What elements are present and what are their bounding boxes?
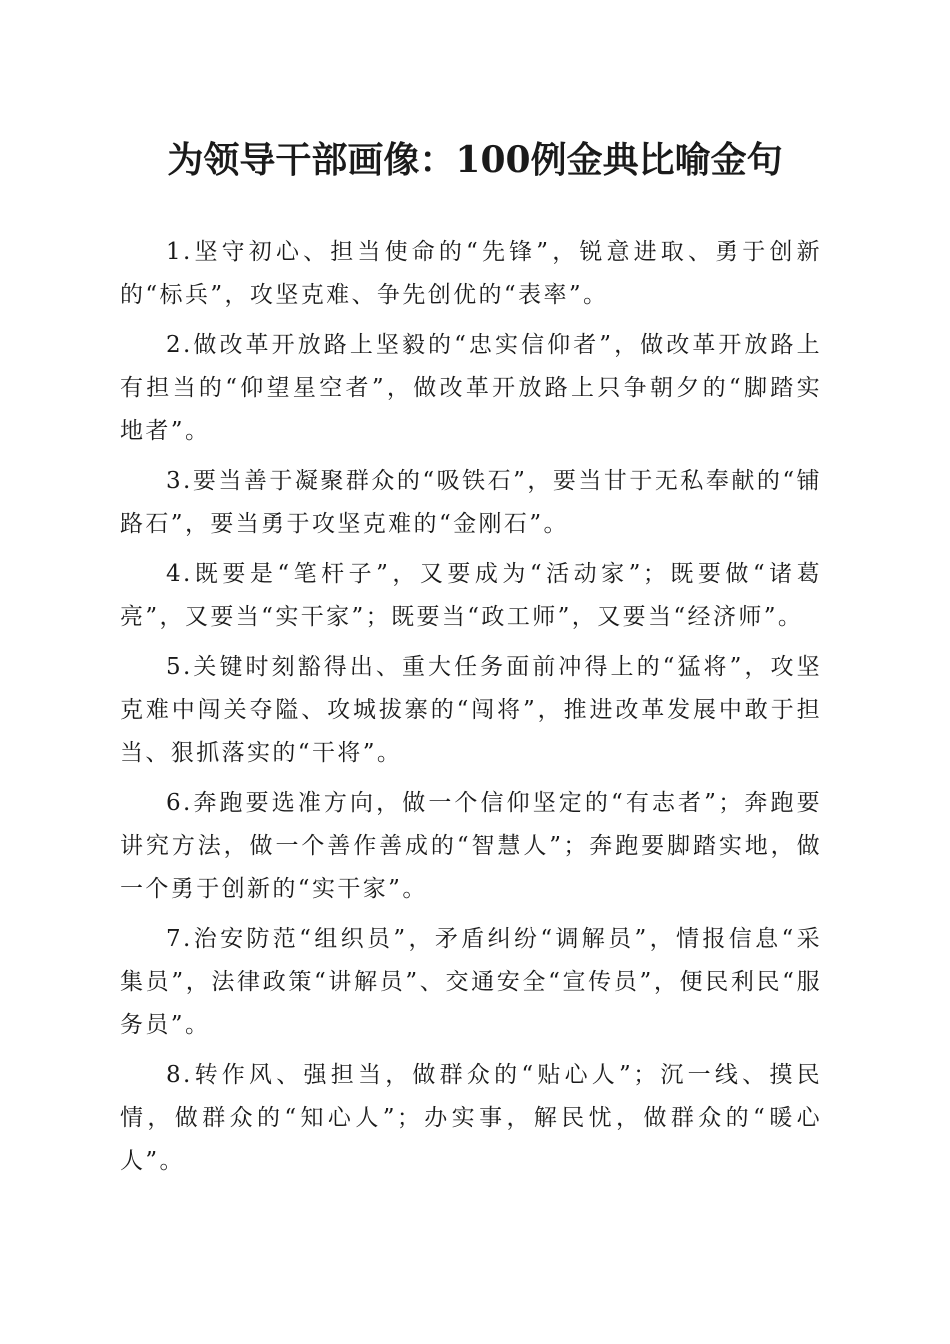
paragraph-1: 1.坚守初心、担当使命的“先锋”，锐意进取、勇于创新的“标兵”，攻坚克难、争先创优的“表率”。	[120, 239, 822, 308]
paragraph-8: 8.转作风、强担当，做群众的“贴心人”；沉一线、摸民情，做群众的“知心人”；办实事，解民忧，做群众的“暖心人”。	[120, 1062, 822, 1174]
paragraph-5: 5.关键时刻豁得出、重大任务面前冲得上的“猛将”，攻坚克难中闯关夺隘、攻城拔寨的“闯将”，推进改革发展中敢于担当、狠抓落实的“干将”。	[120, 654, 822, 766]
paragraph-7: 7.治安防范“组织员”，矛盾纠纷“调解员”，情报信息“采集员”，法律政策“讲解员”、交通安全“宣传员”，便民利民“服务员”。	[120, 926, 822, 1038]
paragraph-3: 3.要当善于凝聚群众的“吸铁石”，要当甘于无私奉献的“铺路石”，要当勇于攻坚克难的“金刚石”。	[120, 468, 822, 537]
document-body	[120, 231, 822, 1190]
document-title: 为领导干部画像：100例金典比喻金句	[167, 139, 783, 181]
paragraph-6: 6.奔跑要选准方向，做一个信仰坚定的“有志者”；奔跑要讲究方法，做一个善作善成的“智慧人”；奔跑要脚踏实地，做一个勇于创新的“实干家”。	[120, 790, 822, 902]
paragraph-4: 4.既要是“笔杆子”，又要成为“活动家”；既要做“诸葛亮”，又要当“实干家”；既要当“政工师”，又要当“经济师”。	[120, 561, 822, 630]
paragraph-2: 2.做改革开放路上坚毅的“忠实信仰者”，做改革开放路上有担当的“仰望星空者”，做改革开放路上只争朝夕的“脚踏实地者”。	[120, 332, 822, 444]
